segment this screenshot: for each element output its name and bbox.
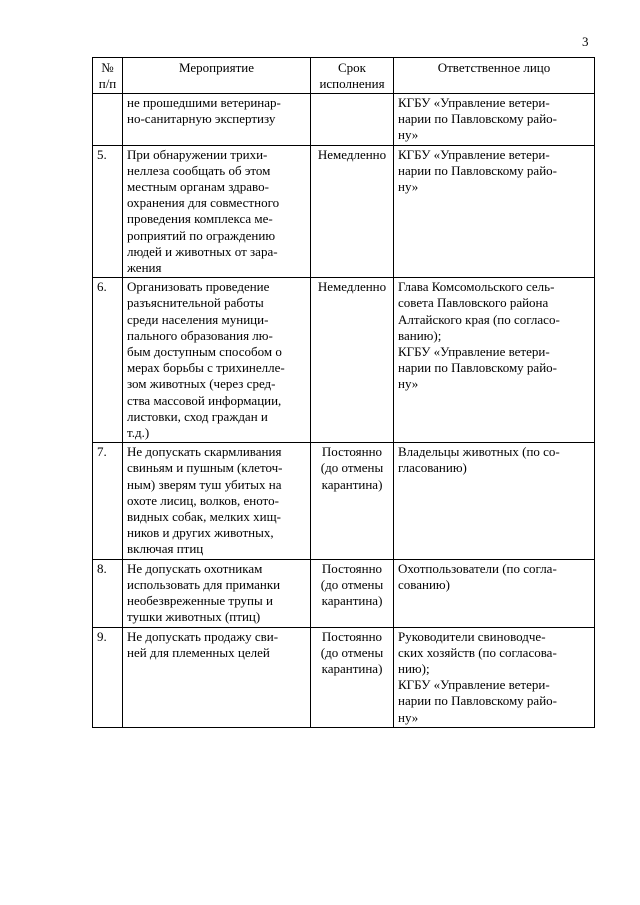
row-num: 9. [93, 627, 123, 727]
header-responsible: Ответственное лицо [394, 58, 595, 94]
row-event: Не допускать охотникам использовать для приманки необезвреженные трупы и тушки животных (птиц) [123, 559, 311, 627]
table-row [93, 443, 595, 559]
header-num: № п/п [93, 58, 123, 94]
row-term: Немедленно [311, 145, 394, 278]
row-event: При обнаружении трихи- неллеза сообщать об этом местным органам здраво- охранения для совместного проведения комплекса ме- роприятий по ограждению людей и животных от зара- жения [123, 145, 311, 278]
row-responsible: Владельцы животных (по со- гласованию) [394, 443, 595, 559]
row-num: 8. [93, 559, 123, 627]
row-num [93, 94, 123, 146]
row-event: Не допускать скармливания свиньям и пушным (клеточ- ным) зверям туш убитых на охоте лисиц, волков, еното- видных собак, мелких хищ- ников и других животных, включая птиц [123, 443, 311, 559]
row-term: Постоянно (до отмены карантина) [311, 559, 394, 627]
table-row [93, 145, 595, 278]
row-event: Не допускать продажу сви- ней для племенных целей [123, 627, 311, 727]
row-responsible: КГБУ «Управление ветери- нарии по Павловскому райо- ну» [394, 94, 595, 146]
row-responsible: Охотпользователи (по согла- сованию) [394, 559, 595, 627]
row-responsible: КГБУ «Управление ветери- нарии по Павловскому райо- ну» [394, 145, 595, 278]
table-row [93, 278, 595, 443]
row-responsible: Руководители свиноводче- ских хозяйств (по согласова- нию); КГБУ «Управление ветери- нарии по Павловскому райо- ну» [394, 627, 595, 727]
table-row [93, 559, 595, 627]
table-row [93, 627, 595, 727]
header-term: Срок исполнения [311, 58, 394, 94]
row-event: не прошедшими ветеринар- но-санитарную экспертизу [123, 94, 311, 146]
row-term: Постоянно (до отмены карантина) [311, 627, 394, 727]
table-header-row [93, 58, 595, 94]
row-term: Немедленно [311, 278, 394, 443]
row-num: 7. [93, 443, 123, 559]
row-responsible: Глава Комсомольского сель- совета Павловского района Алтайского края (по согласо- ванию); КГБУ «Управление ветери- нарии по Павловскому райо- ну» [394, 278, 595, 443]
row-term: Постоянно (до отмены карантина) [311, 443, 394, 559]
page-number: 3 [582, 34, 589, 49]
row-num: 5. [93, 145, 123, 278]
table-row [93, 94, 595, 146]
row-num: 6. [93, 278, 123, 443]
row-event: Организовать проведение разъяснительной работы среди населения муници- пального образования лю- бым доступным способом о мерах борьбы с трихинеллe- зом животных (через сред- ства массовой информации, листовки, сход граждан и т.д.) [123, 278, 311, 443]
row-term [311, 94, 394, 146]
measures-table [92, 57, 595, 728]
header-event: Мероприятие [123, 58, 311, 94]
